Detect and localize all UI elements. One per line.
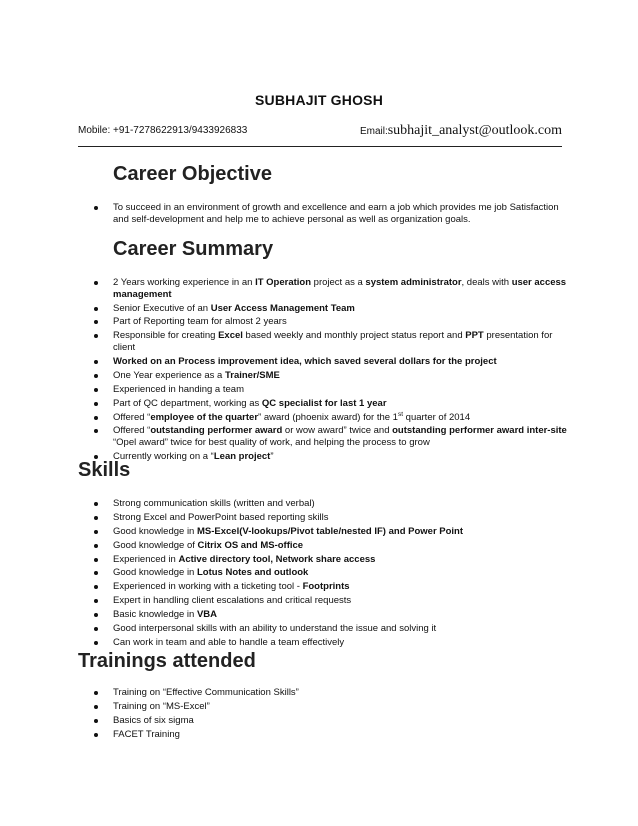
list-item-text: Good interpersonal skills with an ability to understand the issue and solving it (113, 623, 437, 635)
list-item-text: Strong communication skills (written and verbal) (113, 498, 315, 509)
list-item (94, 701, 574, 713)
list-item (94, 687, 574, 699)
bullet-icon (94, 719, 98, 723)
bullet-icon (94, 691, 98, 695)
bullet-icon (94, 530, 98, 534)
list-item-text: outstanding performer award inter-site (392, 425, 567, 437)
list-item-text: Good knowledge in (113, 525, 197, 537)
list-item (94, 277, 574, 300)
list-item-text: Lean project (213, 451, 271, 463)
list-item (94, 316, 574, 328)
bullet-icon (94, 585, 98, 589)
bullet-icon (94, 502, 98, 506)
list-item (94, 595, 574, 607)
list-item (94, 526, 574, 538)
bullet-icon (94, 558, 98, 562)
bullet-icon (94, 334, 98, 338)
list-item (94, 202, 574, 225)
list-item-text: or wow award” twice and (282, 425, 393, 437)
list-item (94, 384, 574, 396)
bullet-icon (94, 206, 98, 210)
list-item (94, 512, 574, 524)
list-item-text: QC specialist for last 1 year (261, 397, 387, 409)
bullet-icon (94, 402, 98, 406)
bullet-icon (94, 281, 98, 285)
bullet-icon (94, 516, 98, 520)
bullet-icon (94, 388, 98, 392)
list-item-text: ” (270, 451, 274, 463)
list-item-text: Part of QC department, working as (113, 397, 262, 409)
list-item-text: IT Operation (255, 277, 312, 288)
list-item-text: Basic knowledge in (113, 609, 197, 621)
career-summary-list (94, 277, 574, 465)
list-item-text: Experienced in working with a ticketing tool - (113, 581, 303, 593)
list-item-text: st (397, 410, 404, 418)
email-block (360, 123, 562, 139)
list-item (94, 370, 574, 382)
list-item-text: MS-Excel(V-lookups/Pivot table/nested IF) and Power Point (196, 525, 464, 537)
list-item-text: Active directory tool, Network share access (178, 553, 376, 565)
list-item (94, 498, 574, 510)
list-item-text: “Opel award” twice for best quality of work, and helping the process to grow (113, 437, 430, 449)
list-item-text: Experienced in handing a team (113, 383, 244, 395)
email-address[interactable]: subhajit_analyst@outlook.com (387, 123, 562, 138)
bullet-icon (94, 374, 98, 378)
list-item (94, 554, 574, 566)
list-item-text: , deals with (461, 277, 512, 288)
bullet-icon (94, 613, 98, 617)
list-item-text: Basics of six sigma (113, 714, 194, 726)
list-item-text: Excel (218, 330, 243, 342)
bullet-icon (94, 571, 98, 575)
list-item-text: Experienced in (113, 553, 179, 565)
list-item-text: To succeed in an environment of growth and excellence and earn a job which provides me job Satisfaction and self-development and help me to achieve personal as well as organization goals. (113, 202, 559, 225)
list-item-text: Strong Excel and PowerPoint based reporting skills (113, 511, 329, 523)
list-item-text: project as a (311, 277, 366, 288)
list-item-text: Good knowledge of (113, 539, 198, 551)
list-item-text: FACET Training (113, 728, 180, 740)
list-item-text: Part of Reporting team for almost 2 years (113, 316, 287, 328)
list-item-text: employee of the quarter (150, 411, 259, 423)
list-item-text: ” award (phoenix award) for the 1 (258, 411, 398, 423)
list-item-text: PPT (465, 330, 484, 342)
list-item (94, 637, 574, 649)
bullet-icon (94, 307, 98, 311)
trainings-list (94, 687, 574, 743)
section-heading-career-objective: Career Objective (113, 163, 272, 185)
list-item-text: Lotus Notes and outlook (196, 567, 309, 579)
list-item (94, 330, 574, 353)
bullet-icon (94, 705, 98, 709)
list-item-text: VBA (196, 609, 218, 621)
list-item-text: User Access Management Team (210, 302, 355, 314)
bullet-icon (94, 599, 98, 603)
list-item-text: based weekly and monthly project status report and (242, 330, 466, 342)
candidate-name: SUBHAJIT GHOSH (254, 92, 384, 108)
list-item-text: quarter of 2014 (403, 411, 471, 423)
list-item-text: Responsible for creating (113, 330, 219, 342)
list-item-text: system administrator (365, 277, 462, 288)
list-item (94, 425, 574, 448)
bullet-icon (94, 320, 98, 324)
list-item (94, 412, 574, 424)
mobile-number: Mobile: +91-7278622913/9433926833 (78, 125, 248, 136)
list-item (94, 451, 574, 463)
list-item (94, 715, 574, 727)
list-item-text: Training on “MS-Excel” (113, 700, 210, 712)
list-item (94, 398, 574, 410)
list-item-text: One Year experience as a (113, 369, 225, 381)
section-heading-skills: Skills (78, 459, 131, 481)
list-item (94, 567, 574, 579)
list-item (94, 356, 574, 368)
list-item-text: Offered “ (113, 411, 151, 423)
career-objective-list (94, 202, 574, 228)
list-item-text: Trainer/SME (224, 369, 280, 381)
bullet-icon (94, 416, 98, 420)
list-item-text: Worked on an Process improvement idea, which saved several dollars for the project (113, 355, 497, 367)
header-divider (78, 146, 562, 147)
bullet-icon (94, 360, 98, 364)
list-item-text: Training on “Effective Communication Skills” (113, 687, 299, 698)
email-label: Email: (359, 126, 388, 137)
list-item-text: outstanding performer award (150, 425, 283, 437)
list-item-text: Footprints (302, 581, 350, 593)
section-heading-trainings: Trainings attended (78, 650, 256, 672)
list-item-text: user access management (113, 277, 567, 300)
list-item (94, 623, 574, 635)
bullet-icon (94, 544, 98, 548)
list-item-text: Offered “ (113, 425, 151, 437)
section-heading-career-summary: Career Summary (113, 238, 274, 260)
list-item-text: Currently working on a “ (113, 451, 214, 463)
list-item (94, 581, 574, 593)
list-item-text: Citrix OS and MS-office (197, 539, 304, 551)
skills-list (94, 498, 574, 651)
list-item-text: Good knowledge in (113, 567, 197, 579)
list-item (94, 729, 574, 741)
list-item-text: Senior Executive of an (113, 302, 211, 314)
bullet-icon (94, 641, 98, 645)
list-item-text: Can work in team and able to handle a team effectively (113, 636, 345, 648)
contact-line (78, 123, 562, 141)
list-item (94, 609, 574, 621)
bullet-icon (94, 429, 98, 433)
bullet-icon (94, 627, 98, 631)
list-item (94, 540, 574, 552)
list-item (94, 303, 574, 315)
list-item-text: 2 Years working experience in an (113, 277, 256, 288)
bullet-icon (94, 733, 98, 737)
list-item-text: presentation for client (113, 330, 553, 354)
list-item-text: Expert in handling client escalations and critical requests (113, 595, 352, 607)
